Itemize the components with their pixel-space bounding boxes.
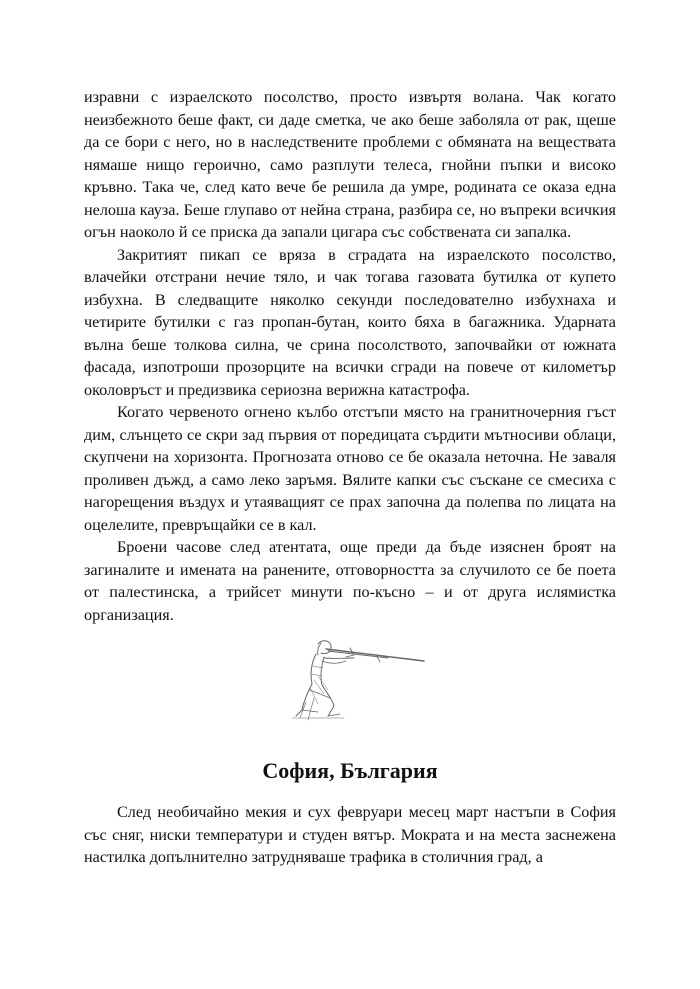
chapter-text-block bbox=[84, 86, 616, 626]
paragraph: Когато червеното огнено кълбо отстъпи място на гранитночерния гъст дим, слънцето се скри зад първия от поредицата сърдити мътносиви облаци, скупчени на хоризонта. Прогнозата отново се бе оказала неточна. Не заваля проливен дъжд, а само леко заръмя. Вялите капки със съскане се смесиха с нагорещения въздух и утаяващият се прах започна да полепва по лицата на оцелелите, превръщайки се в кал. bbox=[84, 403, 616, 534]
rifleman-sketch-icon bbox=[288, 628, 428, 724]
paragraph: След необичайно мекия и сух февруари месец март настъпи в София със сняг, ниски температури и студен вятър. Мократа и на места заснежена настилка допълнително затрудняваше трафика в столичния град, а bbox=[84, 803, 616, 866]
paragraph: Броени часове след атентата, още преди да бъде изяснен броят на загиналите и имената на ранените, отговорността за случилото се бе поета от палестинска, а трийсет минути по-късно – и от друга ислямистка организация. bbox=[84, 538, 616, 624]
chapter-title: София, България bbox=[262, 758, 438, 783]
chapter-text-block bbox=[84, 801, 616, 869]
paragraph: Закритият пикап се вряза в сградата на израелското посолство, влачейки отстрани нечие тяло, и чак тогава газовата бутилка от купето избухна. В следващите няколко секунди последователно избухнаха и четирите бутилки с газ пропан-бутан, които бяха в багажника. Ударната вълна беше толкова силна, че срина посолството, започвайки от южната фасада, изпотроши прозорците на всички сгради на повече от километър околовръст и предизвика сериозна верижна катастрофа. bbox=[84, 245, 616, 399]
paragraph: изравни с израелското посолство, просто извъртя волана. Чак когато неизбежното беше факт, си даде сметка, че ако беше заболяла от рак, щеше да се бори с него, но в наследствените проблеми с обмяната на веществата нямаше нищо героично, само разплути телеса, гнойни пъпки и високо кръвно. Така че, след като вече бе решила да умре, родината се оказа една нелоша кауза. Беше глупаво от нейна страна, разбира се, но въпреки всичкия огън наоколо й се приска да запали цигара със собствената си запалка. bbox=[84, 88, 616, 241]
